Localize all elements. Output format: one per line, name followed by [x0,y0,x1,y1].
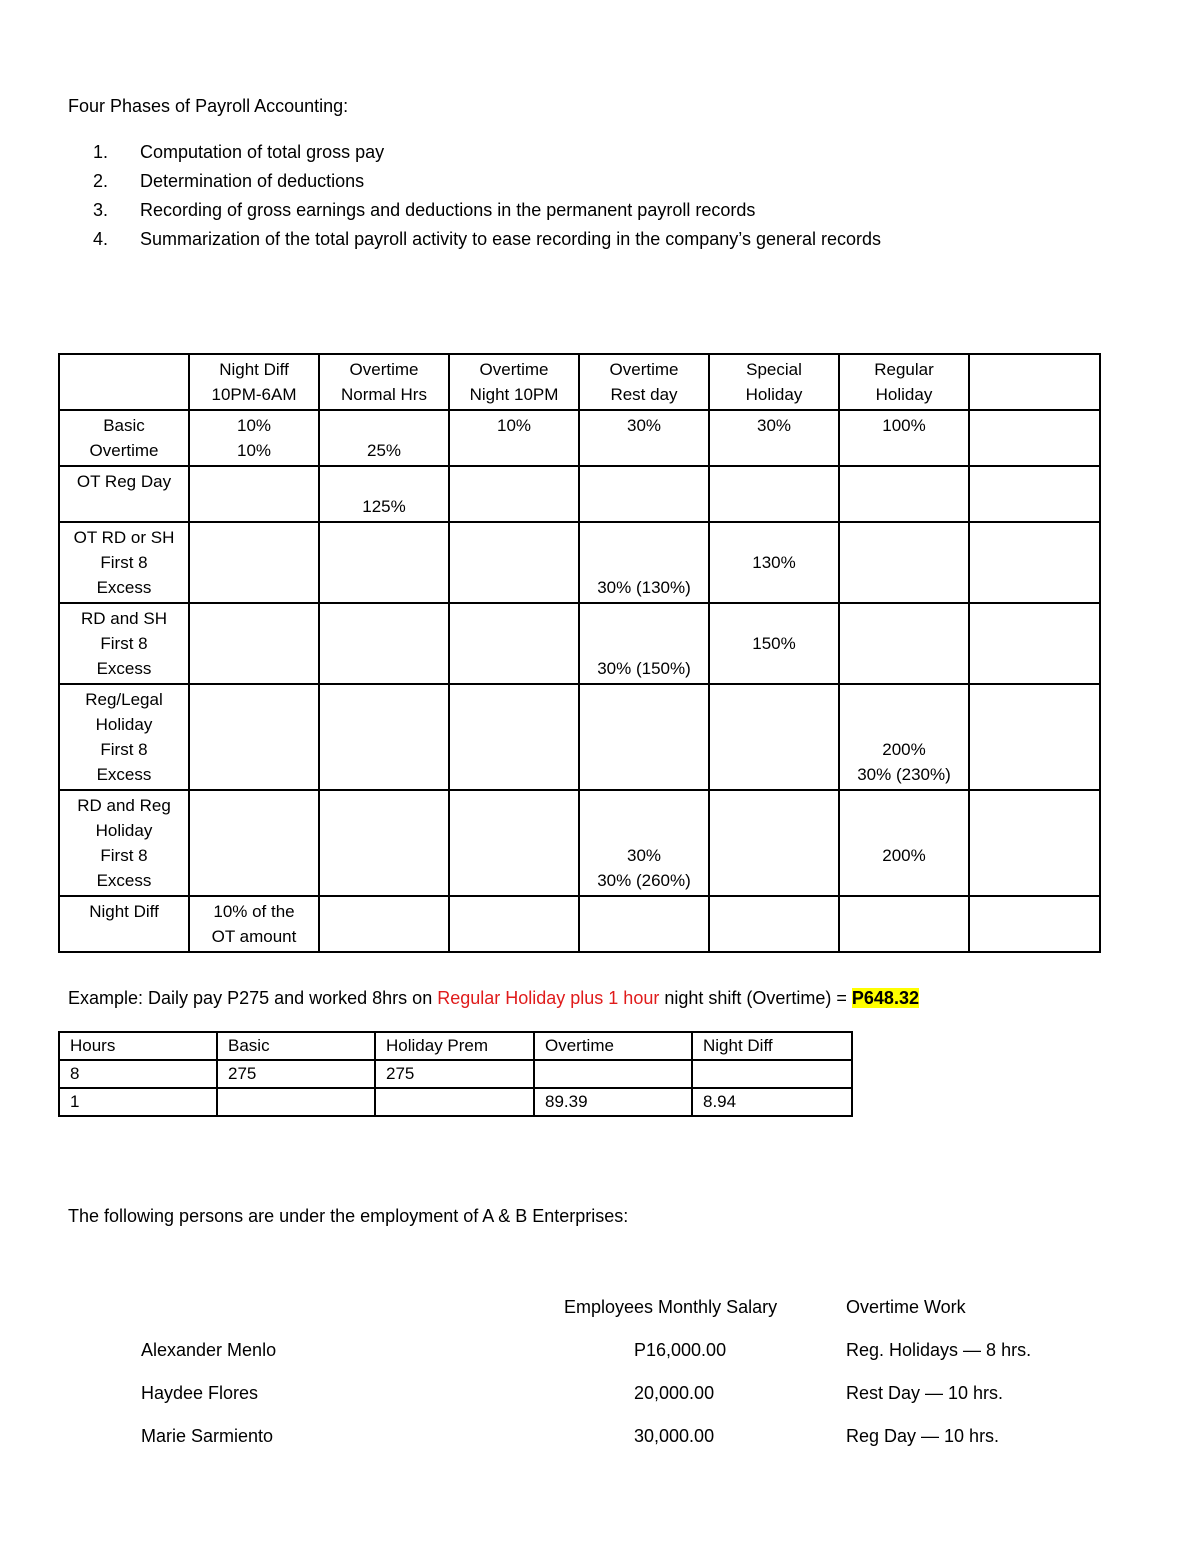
rates-cell-line: 100% [882,416,926,435]
calc-cell [375,1088,534,1116]
phase-number: 1. [92,142,108,162]
rates-cell [969,522,1100,603]
rates-cell-line [843,818,965,843]
rates-cell [319,790,449,896]
calc-cell: 8.94 [692,1088,852,1116]
rates-cell [839,410,969,466]
rates-cell-line: 10% [236,441,272,460]
rates-row-label-line: Overtime [89,441,159,460]
rates-cell-line: 30% [626,416,662,435]
rates-cell [709,466,839,522]
rates-cell-line [583,606,705,631]
rates-column-header [709,354,839,410]
document-heading: Four Phases of Payroll Accounting: [68,96,349,116]
example-result: P648.32 [851,988,919,1008]
rates-cell [709,790,839,896]
rates-row-label-line: OT RD or SH [73,528,175,547]
employee-salary: 30,000.00 [634,1426,715,1446]
rates-row [59,603,1100,684]
rates-cell [709,410,839,466]
calc-header-cell: Holiday Prem [375,1032,534,1060]
rates-row [59,684,1100,790]
rates-column-header [579,354,709,410]
rates-column-header-line: Night Diff [219,360,289,379]
rates-cell [319,684,449,790]
rates-row-label [59,522,189,603]
rates-row-label-line: Reg/Legal [85,690,163,709]
rates-cell [579,466,709,522]
employee-name: Haydee Flores [141,1383,259,1403]
phase-number: 2. [92,171,108,191]
phase-number: 3. [92,200,108,220]
calc-cell [217,1088,375,1116]
rates-cell [189,603,319,684]
phase-item [68,225,881,254]
rates-column-header [839,354,969,410]
rates-cell [839,896,969,952]
rates-cell-line: OT amount [211,927,297,946]
rates-cell-line: 200% [882,846,926,865]
rates-cell-line [323,469,445,494]
rates-row-label-line: First 8 [100,553,148,572]
rates-cell [189,896,319,952]
example-middle: night shift (Overtime) = [659,988,852,1008]
rates-row-label-line: Excess [96,871,152,890]
rates-row [59,466,1100,522]
rates-column-header-line: Normal Hrs [341,385,427,404]
rates-cell [709,603,839,684]
salary-column-header: Employees Monthly Salary [564,1297,778,1317]
rates-cell [189,410,319,466]
calc-row [59,1060,852,1088]
rates-row-label [59,603,189,684]
rates-cell [839,522,969,603]
rates-column-header-line: Overtime [479,360,549,379]
rates-column-header-line: Rest day [610,385,678,404]
phases-list [68,138,881,254]
rates-cell [449,466,579,522]
rates-cell [579,410,709,466]
rates-cell-line [583,550,705,575]
rates-row [59,522,1100,603]
rates-cell [709,684,839,790]
rates-cell [449,410,579,466]
phase-item [68,196,881,225]
employee-salary: P16,000.00 [634,1340,727,1360]
calc-header-cell: Overtime [534,1032,692,1060]
rates-cell-line: 30% (260%) [597,871,691,890]
rates-cell [189,522,319,603]
rates-cell [579,896,709,952]
rates-column-header [449,354,579,410]
rates-cell [189,790,319,896]
rates-row-label-line: Night Diff [89,902,159,921]
rates-cell-line [843,687,965,712]
premium-rates-table [58,353,1101,953]
rates-cell [189,466,319,522]
employee-name: Marie Sarmiento [141,1426,274,1446]
rates-row-label-line: RD and Reg [77,796,171,815]
employment-intro: The following persons are under the employment of A & B Enterprises: [68,1206,629,1226]
example-text [68,988,919,1009]
calc-cell: 275 [375,1060,534,1088]
rates-cell-line [713,606,835,631]
rates-cell-line: 30% (150%) [597,659,691,678]
rates-cell-line: 130% [752,553,796,572]
rates-cell [969,896,1100,952]
rates-column-header [59,354,189,410]
rates-column-header-line: Night 10PM [469,385,559,404]
rates-column-header [319,354,449,410]
calc-cell: 275 [217,1060,375,1088]
calc-header-cell: Hours [59,1032,217,1060]
rates-cell [579,522,709,603]
rates-cell-line [583,525,705,550]
rates-cell-line [583,818,705,843]
rates-cell-line [843,712,965,737]
rates-cell [969,410,1100,466]
rates-cell-line: 10% [236,416,272,435]
overtime-column-header: Overtime Work [846,1297,966,1317]
rates-cell [449,684,579,790]
calc-header-cell: Basic [217,1032,375,1060]
rates-cell [839,790,969,896]
calc-row [59,1088,852,1116]
rates-cell [449,522,579,603]
rates-cell [319,522,449,603]
phase-number: 4. [92,229,108,249]
employee-name: Alexander Menlo [141,1340,277,1360]
rates-cell [449,603,579,684]
rates-row-label-line: Excess [96,578,152,597]
rates-column-header [189,354,319,410]
rates-row-label-line: RD and SH [81,609,167,628]
rates-column-header-line: Special [746,360,802,379]
calc-cell [534,1060,692,1088]
rates-row-label [59,790,189,896]
rates-cell-line: 10% [496,416,532,435]
rates-row-label-line: Holiday [95,821,153,840]
rates-cell [969,790,1100,896]
calc-cell: 1 [59,1088,217,1116]
rates-column-header-line: Holiday [745,385,803,404]
rates-cell-line: 30% (130%) [597,578,691,597]
rates-row-label-line: First 8 [100,634,148,653]
rates-cell [709,896,839,952]
example-highlight-red: Regular Holiday plus 1 hour [437,988,660,1008]
rates-cell [449,896,579,952]
rates-cell-line: 200% [882,740,926,759]
rates-column-header [969,354,1100,410]
rates-cell [839,684,969,790]
rates-cell [189,684,319,790]
rates-row-label-line: First 8 [100,740,148,759]
rates-cell [579,790,709,896]
rates-cell-line: 125% [362,497,406,516]
rates-row [59,410,1100,466]
rates-cell [709,522,839,603]
employee-overtime: Reg Day — 10 hrs. [846,1426,1000,1446]
rates-cell [449,790,579,896]
rates-cell-line: 30% [626,846,662,865]
rates-cell-line: 25% [366,441,402,460]
rates-cell [319,466,449,522]
phase-item [68,138,881,167]
calc-header-row [59,1032,852,1060]
rates-row-label-line: Excess [96,765,152,784]
rates-row-label-line: Holiday [95,715,153,734]
rates-column-header-line: Regular [874,360,934,379]
rates-cell-line [843,793,965,818]
rates-column-header-line: 10PM-6AM [211,385,297,404]
rates-row-label [59,466,189,522]
rates-cell-line [583,793,705,818]
calc-cell: 89.39 [534,1088,692,1116]
rates-row-label-line: OT Reg Day [76,472,172,491]
rates-cell-line [583,631,705,656]
rates-row-label [59,410,189,466]
calc-header-cell: Night Diff [692,1032,852,1060]
phase-item [68,167,881,196]
rates-header-row [59,354,1100,410]
rates-column-header-line: Holiday [875,385,933,404]
phase-text: Recording of gross earnings and deductions in the permanent payroll records [140,200,756,220]
rates-cell [969,603,1100,684]
rates-cell [319,603,449,684]
rates-column-header-line: Overtime [349,360,419,379]
rates-cell-line: 150% [752,634,796,653]
rates-cell [839,603,969,684]
rates-cell-line: 30% (230%) [857,765,951,784]
rates-row [59,896,1100,952]
calc-cell [692,1060,852,1088]
rates-cell-line: 10% of the [213,902,295,921]
calc-cell: 8 [59,1060,217,1088]
rates-cell [579,603,709,684]
rates-cell [969,684,1100,790]
rates-cell [319,410,449,466]
rates-cell [969,466,1100,522]
rates-row-label-line: Excess [96,659,152,678]
phase-text: Summarization of the total payroll activity to ease recording in the company’s general records [140,229,882,249]
rates-row-label [59,684,189,790]
phase-text: Computation of total gross pay [140,142,385,162]
rates-cell-line: 30% [756,416,792,435]
example-calculation-table [58,1031,853,1117]
rates-cell [579,684,709,790]
rates-row [59,790,1100,896]
rates-cell [839,466,969,522]
employee-salary: 20,000.00 [634,1383,715,1403]
example-prefix: Example: Daily pay P275 and worked 8hrs on [68,988,438,1008]
rates-row-label [59,896,189,952]
phase-text: Determination of deductions [140,171,365,191]
rates-cell-line [713,525,835,550]
employee-overtime: Rest Day — 10 hrs. [846,1383,1004,1403]
rates-row-label-line: Basic [103,416,145,435]
rates-cell-line [323,413,445,438]
rates-column-header-line: Overtime [609,360,679,379]
rates-cell [319,896,449,952]
employee-overtime: Reg. Holidays — 8 hrs. [846,1340,1032,1360]
rates-row-label-line: First 8 [100,846,148,865]
